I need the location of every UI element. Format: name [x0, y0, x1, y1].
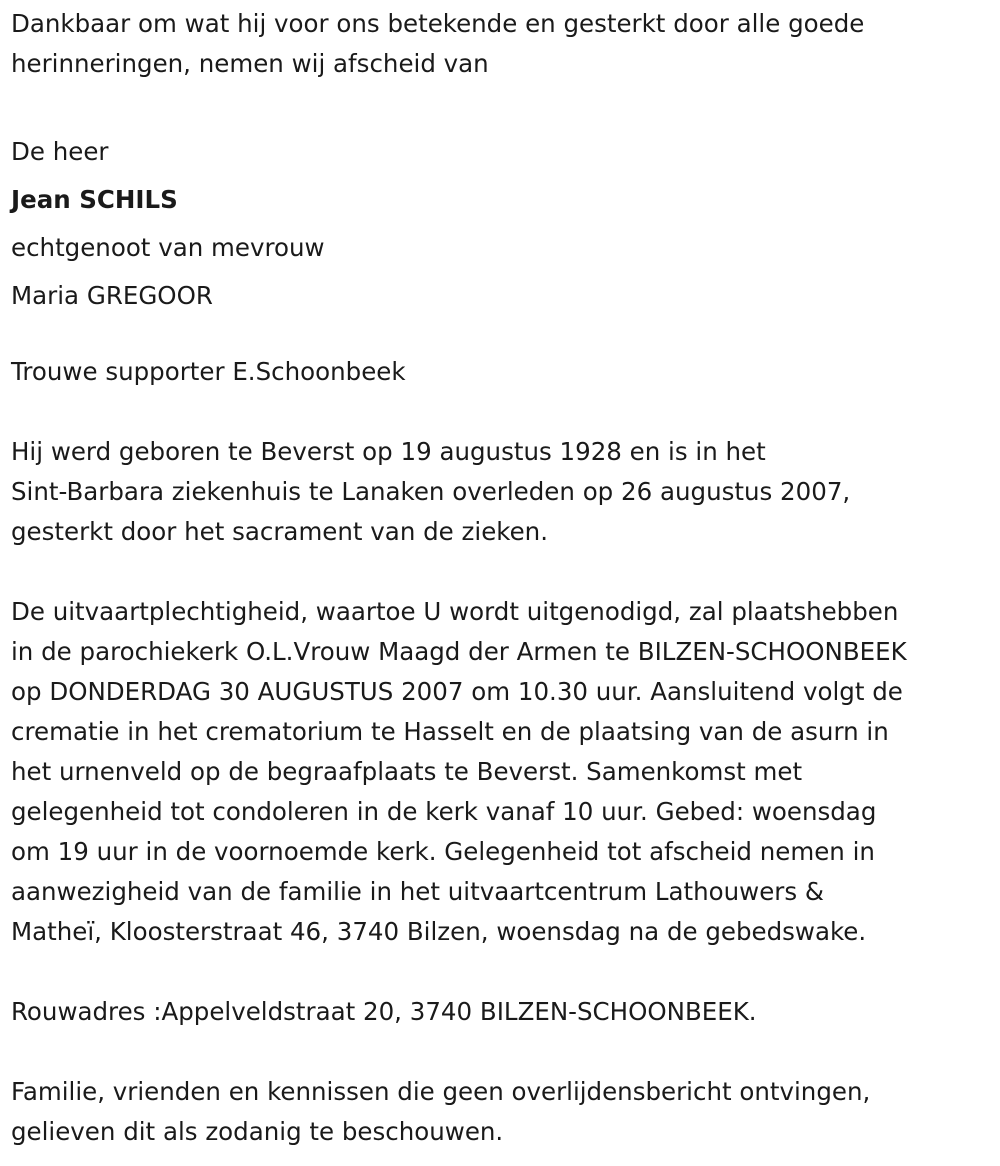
deceased-block	[11, 128, 990, 320]
birth-death-paragraph	[11, 432, 990, 552]
funeral-line: aanwezigheid van de familie in het uitvaartcentrum Lathouwers &	[11, 877, 825, 906]
deceased-relation: echtgenoot van mevrouw	[11, 233, 325, 262]
funeral-line: De uitvaartplechtigheid, waartoe U wordt uitgenodigd, zal plaatshebben	[11, 597, 899, 626]
address-line	[11, 992, 990, 1032]
intro-line: Dankbaar om wat hij voor ons betekende en gesterkt door alle goede	[11, 9, 865, 38]
funeral-line: gelegenheid tot condoleren in de kerk vanaf 10 uur. Gebed: woensdag	[11, 797, 877, 826]
birth-death-line: Sint-Barbara ziekenhuis te Lanaken overleden op 26 augustus 2007,	[11, 477, 851, 506]
intro-line: herinneringen, nemen wij afscheid van	[11, 49, 489, 78]
birth-death-line: Hij werd geboren te Beverst op 19 augustus 1928 en is in het	[11, 437, 766, 466]
funeral-line: om 19 uur in de voornoemde kerk. Gelegenheid tot afscheid nemen in	[11, 837, 875, 866]
funeral-line: Matheï, Kloosterstraat 46, 3740 Bilzen, woensdag na de gebedswake.	[11, 917, 867, 946]
funeral-line: op DONDERDAG 30 AUGUSTUS 2007 om 10.30 uur. Aansluitend volgt de	[11, 677, 903, 706]
funeral-line: crematie in het crematorium te Hasselt en de plaatsing van de asurn in	[11, 717, 889, 746]
supporter-text: Trouwe supporter E.Schoonbeek	[11, 357, 406, 386]
funeral-line: in de parochiekerk O.L.Vrouw Maagd der Armen te BILZEN-SCHOONBEEK	[11, 637, 907, 666]
funeral-line: het urnenveld op de begraafplaats te Beverst. Samenkomst met	[11, 757, 803, 786]
closing-line: gelieven dit als zodanig te beschouwen.	[11, 1117, 504, 1146]
supporter-line	[11, 352, 990, 392]
closing-line: Familie, vrienden en kennissen die geen overlijdensbericht ontvingen,	[11, 1077, 871, 1106]
closing-paragraph	[11, 1072, 990, 1152]
funeral-paragraph	[11, 592, 990, 952]
spouse-name: Maria GREGOOR	[11, 281, 213, 310]
intro-paragraph	[11, 4, 990, 84]
address-text: Rouwadres :Appelveldstraat 20, 3740 BILZEN-SCHOONBEEK.	[11, 997, 757, 1026]
deceased-name: Jean SCHILS	[11, 185, 178, 214]
deceased-title: De heer	[11, 137, 109, 166]
birth-death-line: gesterkt door het sacrament van de zieken.	[11, 517, 548, 546]
